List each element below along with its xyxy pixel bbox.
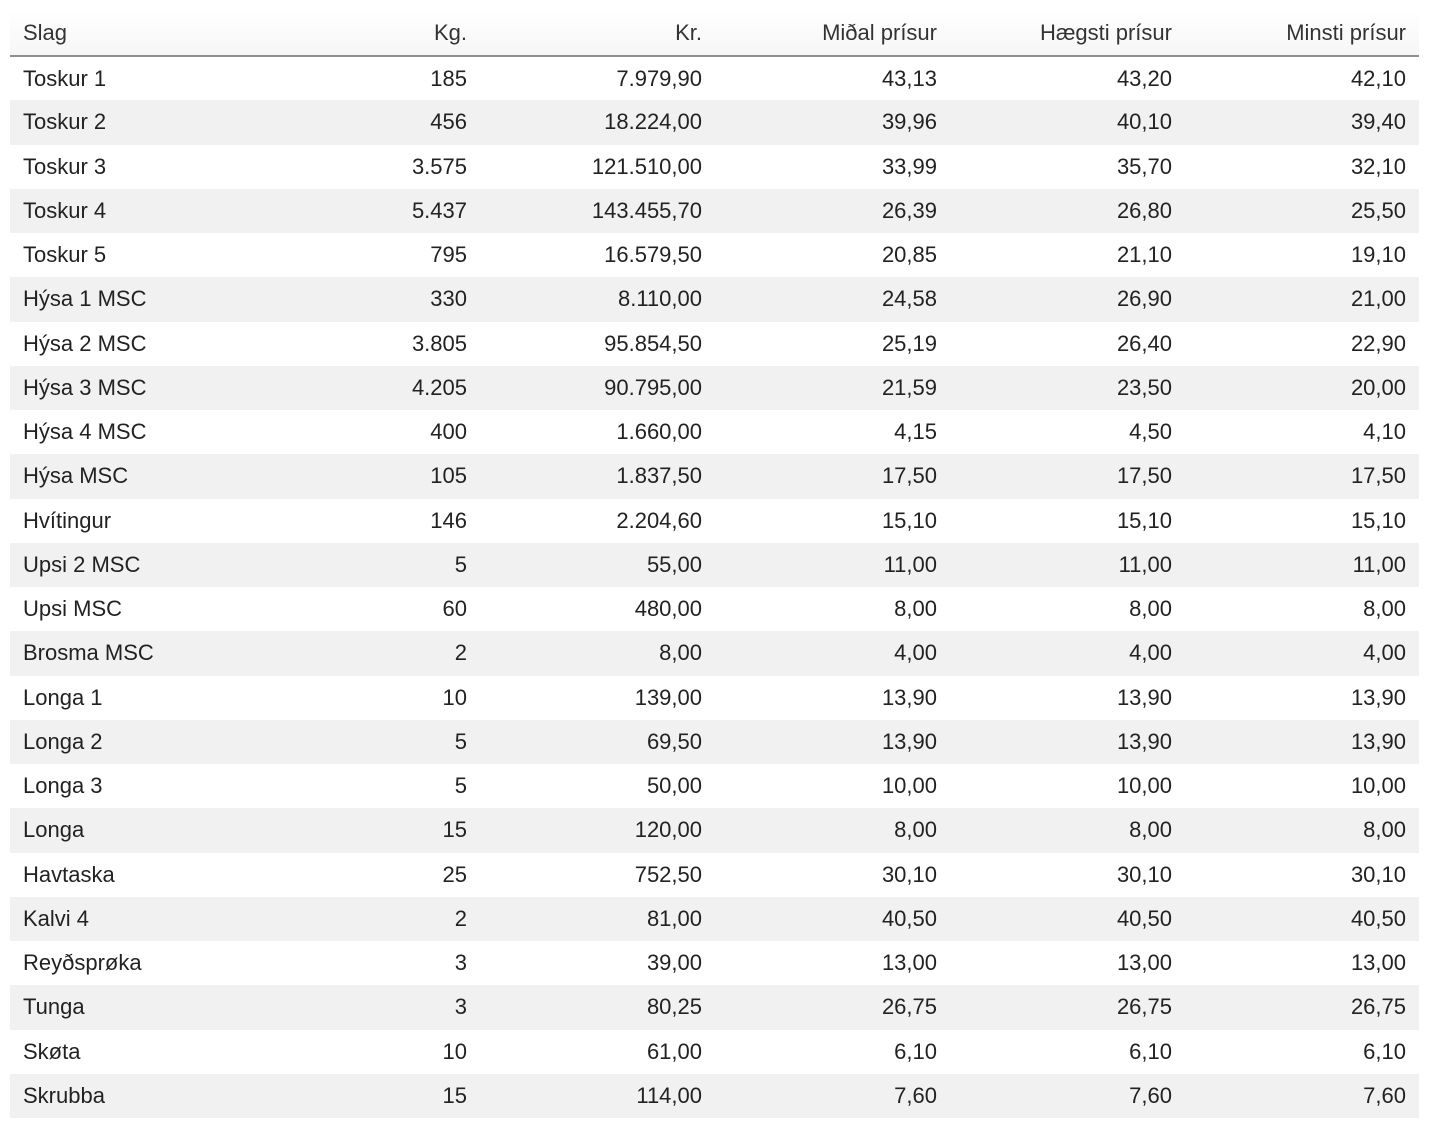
cell-kg: 105 [430,463,467,489]
cell-highest-price: 10,00 [1116,773,1172,799]
cell-kg: 185 [430,65,467,91]
table-row [10,720,1419,764]
cell-kg: 60 [442,596,467,622]
cell-slag: Skrubba [23,1082,105,1108]
cell-kr: 69,50 [646,728,702,754]
cell-kr: 95.854,50 [604,330,702,356]
cell-average-price: 17,50 [881,463,937,489]
table-row [10,676,1419,720]
table-row [10,499,1419,543]
cell-highest-price: 40,10 [1116,109,1172,135]
cell-kr: 50,00 [646,773,702,799]
cell-average-price: 15,10 [881,507,937,533]
cell-kg: 25 [442,861,467,887]
table-row [10,543,1419,587]
cell-highest-price: 26,40 [1116,330,1172,356]
cell-kg: 146 [430,507,467,533]
cell-lowest-price: 30,10 [1350,861,1406,887]
cell-kg: 5 [454,551,467,577]
cell-highest-price: 35,70 [1116,153,1172,179]
cell-slag: Upsi MSC [23,596,123,622]
cell-average-price: 4,00 [894,640,937,666]
cell-kr: 16.579,50 [604,242,702,268]
cell-highest-price: 4,00 [1129,640,1172,666]
cell-kr: 139,00 [634,684,702,710]
cell-kg: 5 [454,728,467,754]
table-row [10,1074,1419,1118]
cell-slag: Hýsa MSC [23,463,129,489]
cell-kg: 5 [454,773,467,799]
cell-slag: Hýsa 2 MSC [23,330,147,356]
table-row [10,454,1419,498]
cell-kr: 18.224,00 [604,109,702,135]
cell-kg: 3 [454,994,467,1020]
cell-lowest-price: 8,00 [1363,817,1406,843]
column-header-highest-price: Hægsti prísur [950,10,1185,56]
cell-lowest-price: 13,00 [1350,950,1406,976]
column-header-kg: Kg. [246,10,480,56]
column-header-kr: Kr. [480,10,715,56]
cell-highest-price: 17,50 [1116,463,1172,489]
table-row [10,587,1419,631]
cell-kg: 795 [430,242,467,268]
table-header [10,10,1419,56]
cell-slag: Toskur 4 [23,197,107,223]
table-row [10,100,1419,144]
cell-kr: 80,25 [646,994,702,1020]
cell-lowest-price: 25,50 [1350,197,1406,223]
table-row [10,941,1419,985]
cell-average-price: 8,00 [894,596,937,622]
cell-kg: 10 [442,1038,467,1064]
cell-kr: 39,00 [646,950,702,976]
cell-average-price: 30,10 [881,861,937,887]
cell-slag: Longa 2 [23,728,103,754]
column-header-lowest-price: Minsti prísur [1185,10,1419,56]
cell-highest-price: 4,50 [1129,419,1172,445]
cell-slag: Toskur 2 [23,109,107,135]
cell-lowest-price: 6,10 [1363,1038,1406,1064]
cell-average-price: 13,00 [881,950,937,976]
cell-lowest-price: 22,90 [1350,330,1406,356]
table-row [10,410,1419,454]
cell-average-price: 7,60 [894,1082,937,1108]
cell-average-price: 8,00 [894,817,937,843]
cell-kr: 55,00 [646,551,702,577]
cell-slag: Kalvi 4 [23,905,90,931]
table-row [10,764,1419,808]
cell-lowest-price: 39,40 [1350,109,1406,135]
cell-kr: 752,50 [634,861,702,887]
table-row [10,985,1419,1029]
cell-kg: 15 [442,817,467,843]
cell-average-price: 26,75 [881,994,937,1020]
table-row [10,145,1419,189]
cell-highest-price: 30,10 [1116,861,1172,887]
cell-slag: Havtaska [23,861,115,887]
cell-average-price: 11,00 [883,551,937,577]
cell-kr: 90.795,00 [604,374,702,400]
cell-average-price: 33,99 [881,153,937,179]
cell-average-price: 43,13 [881,65,937,91]
cell-kg: 2 [454,640,467,666]
cell-slag: Upsi 2 MSC [23,551,141,577]
cell-highest-price: 13,00 [1116,950,1172,976]
cell-kr: 61,00 [646,1038,702,1064]
cell-kr: 7.979,90 [616,65,702,91]
cell-lowest-price: 7,60 [1363,1082,1406,1108]
cell-kg: 3.805 [411,330,467,356]
cell-kg: 5.437 [411,197,467,223]
cell-lowest-price: 42,10 [1350,65,1406,91]
cell-lowest-price: 4,10 [1363,419,1406,445]
cell-highest-price: 8,00 [1129,596,1172,622]
table-row [10,1030,1419,1074]
price-table-container [10,10,1419,1118]
cell-average-price: 6,10 [894,1038,937,1064]
price-table [10,10,1419,1118]
cell-average-price: 13,90 [881,684,937,710]
cell-highest-price: 43,20 [1116,65,1172,91]
cell-kr: 121.510,00 [591,153,702,179]
cell-slag: Brosma MSC [23,640,154,666]
cell-kg: 330 [430,286,467,312]
cell-highest-price: 40,50 [1116,905,1172,931]
cell-slag: Hýsa 1 MSC [23,286,147,312]
cell-highest-price: 26,80 [1116,197,1172,223]
column-header-average-price: Miðal prísur [715,10,950,56]
cell-slag: Longa 3 [23,773,103,799]
cell-slag: Hýsa 3 MSC [23,374,147,400]
cell-lowest-price: 17,50 [1350,463,1406,489]
cell-slag: Hvítingur [23,507,112,533]
cell-lowest-price: 26,75 [1350,994,1406,1020]
cell-slag: Toskur 3 [23,153,107,179]
cell-average-price: 24,58 [881,286,937,312]
cell-kr: 1.837,50 [616,463,702,489]
cell-highest-price: 11,00 [1118,551,1172,577]
cell-slag: Longa 1 [23,684,103,710]
cell-kg: 3 [454,950,467,976]
cell-kg: 3.575 [411,153,467,179]
table-row [10,189,1419,233]
cell-kr: 81,00 [646,905,702,931]
cell-slag: Hýsa 4 MSC [23,419,147,445]
cell-average-price: 20,85 [881,242,937,268]
cell-highest-price: 6,10 [1129,1038,1172,1064]
table-row [10,233,1419,277]
cell-kr: 143.455,70 [591,197,702,223]
cell-average-price: 4,15 [894,419,937,445]
cell-slag: Longa [23,817,85,843]
cell-lowest-price: 4,00 [1363,640,1406,666]
table-row [10,366,1419,410]
table-row [10,631,1419,675]
cell-slag: Tunga [23,994,85,1020]
cell-highest-price: 13,90 [1116,684,1172,710]
cell-kr: 480,00 [634,596,702,622]
table-row [10,277,1419,321]
table-row [10,897,1419,941]
cell-average-price: 21,59 [881,374,937,400]
column-header-slag: Slag [10,10,246,56]
cell-highest-price: 8,00 [1129,817,1172,843]
cell-kg: 10 [442,684,467,710]
cell-slag: Toskur 5 [23,242,107,268]
table-row [10,853,1419,897]
cell-highest-price: 15,10 [1116,507,1172,533]
cell-lowest-price: 11,00 [1352,551,1406,577]
cell-average-price: 39,96 [881,109,937,135]
cell-kr: 120,00 [634,817,702,843]
cell-kg: 456 [430,109,467,135]
cell-lowest-price: 20,00 [1350,374,1406,400]
cell-kr: 8,00 [659,640,702,666]
cell-lowest-price: 10,00 [1350,773,1406,799]
cell-kg: 400 [430,419,467,445]
cell-kg: 2 [454,905,467,931]
cell-kr: 114,00 [636,1082,702,1108]
cell-highest-price: 21,10 [1116,242,1172,268]
cell-lowest-price: 15,10 [1350,507,1406,533]
cell-lowest-price: 13,90 [1350,728,1406,754]
cell-highest-price: 7,60 [1129,1082,1172,1108]
table-row [10,808,1419,852]
table-body [10,56,1419,1118]
cell-highest-price: 23,50 [1116,374,1172,400]
header-row [10,10,1419,56]
cell-average-price: 13,90 [881,728,937,754]
cell-kr: 2.204,60 [616,507,702,533]
cell-lowest-price: 8,00 [1363,596,1406,622]
cell-average-price: 10,00 [881,773,937,799]
cell-average-price: 25,19 [881,330,937,356]
table-row [10,322,1419,366]
cell-highest-price: 26,75 [1116,994,1172,1020]
cell-lowest-price: 13,90 [1350,684,1406,710]
cell-lowest-price: 40,50 [1350,905,1406,931]
cell-lowest-price: 19,10 [1350,242,1406,268]
cell-highest-price: 26,90 [1116,286,1172,312]
cell-highest-price: 13,90 [1116,728,1172,754]
cell-kr: 8.110,00 [617,286,702,312]
cell-average-price: 26,39 [881,197,937,223]
cell-kg: 4.205 [411,374,467,400]
cell-lowest-price: 21,00 [1350,286,1406,312]
cell-kg: 15 [442,1082,467,1108]
cell-average-price: 40,50 [881,905,937,931]
cell-slag: Toskur 1 [23,65,107,91]
cell-kr: 1.660,00 [616,419,702,445]
cell-slag: Reyðsprøka [23,950,142,976]
table-row [10,56,1419,100]
cell-slag: Skøta [23,1038,81,1064]
cell-lowest-price: 32,10 [1350,153,1406,179]
